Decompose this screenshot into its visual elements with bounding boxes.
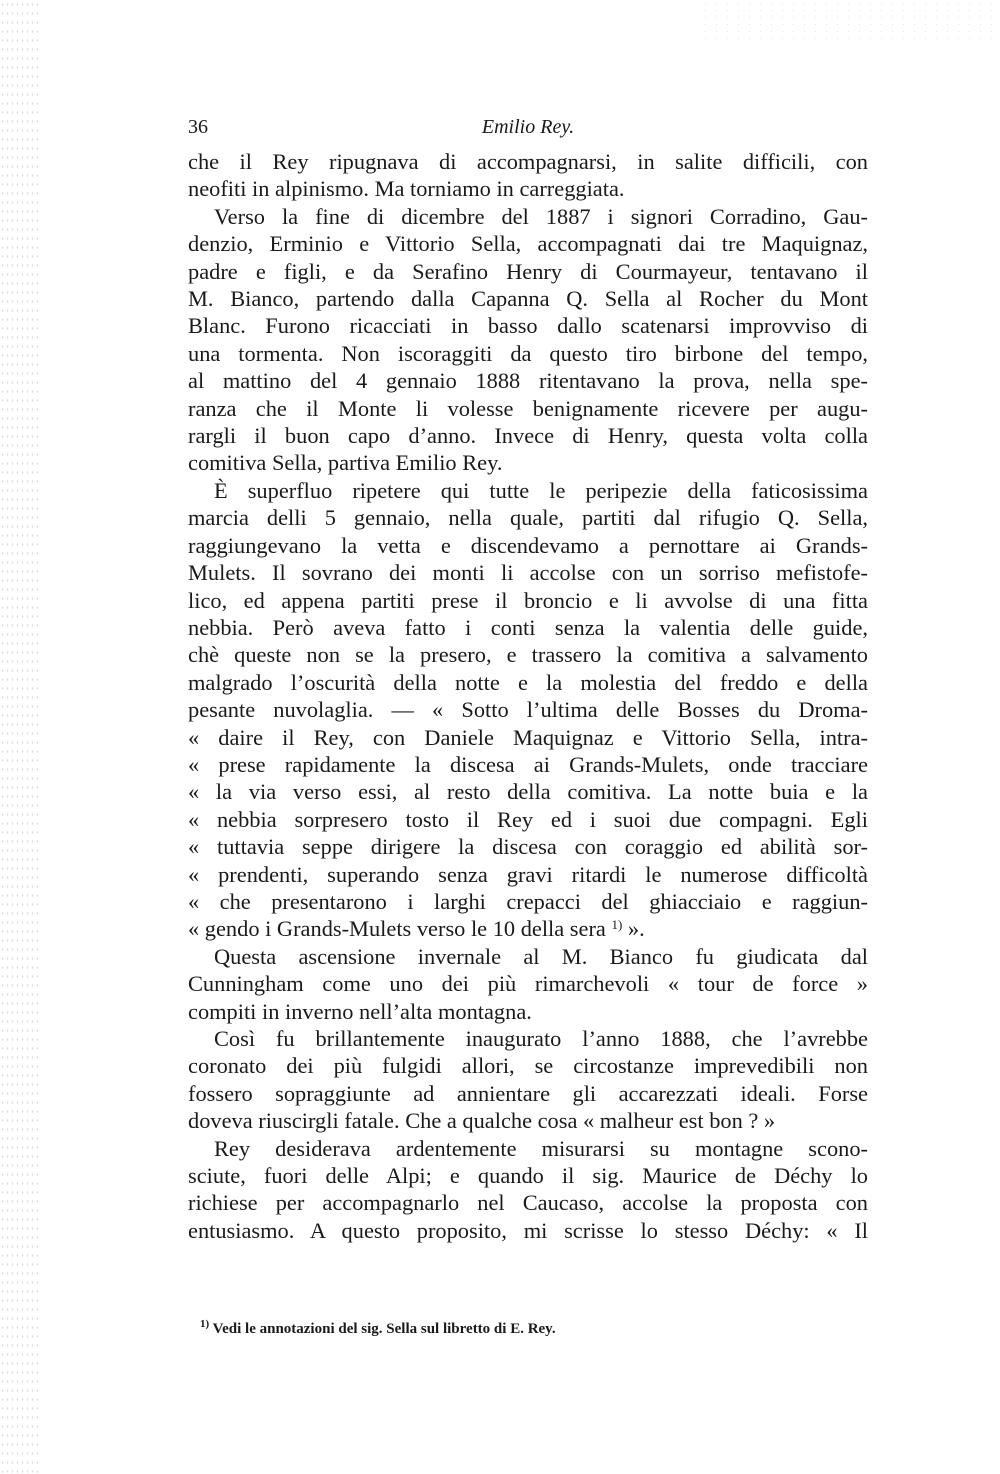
text-line: denzio, Erminio e Vittorio Sella, accompagnati dai tre Maquignaz, [188,231,868,257]
text-line: « che presentarono i larghi crepacci del ghiacciaio e raggiun- [188,888,868,914]
footnote-text: Vedi le annotazioni del sig. Sella sul libretto di E. Rey. [209,1321,556,1337]
text-line: fossero sopraggiunte ad annientare gli accarezzati ideali. Forse [188,1080,868,1106]
text-line: doveva riuscirgli fatale. Che a qualche cosa « malheur est bon ? » [188,1108,776,1134]
text-line: nebbia. Però aveva fatto i conti senza la valentia delle guide, [188,614,868,640]
text-line: pesante nuvolaglia. — « Sotto l’ultima delle Bosses du Droma- [188,697,868,723]
text-line: marcia delli 5 gennaio, nella quale, partiti dal rifugio Q. Sella, [188,505,868,531]
text-line: ranza che il Monte li volesse benignamente ricevere per augu- [188,395,868,421]
text-line: compiti in inverno nell’alta montagna. [188,998,532,1024]
text-line: Cunningham come uno dei più rimarchevoli « tour de force » [188,971,868,997]
body-text [188,148,868,1244]
text-line: una tormenta. Non iscoraggiti da questo tiro birbone del tempo, [188,340,868,366]
text-line: coronato dei più fulgidi allori, se circostanze imprevedibili non [188,1053,868,1079]
running-title: Emilio Rey. [481,116,575,138]
text-line: Così fu brillantemente inaugurato l’anno 1888, che l’avrebbe [214,1026,868,1051]
scan-noise-top [700,0,1000,40]
text-line: « daire il Rey, con Daniele Maquignaz e Vittorio Sella, intra- [188,724,868,750]
page-number: 36 [188,116,208,138]
text-line: « prendenti, superando senza gravi ritardi le numerose difficoltà [188,861,868,887]
text-line: « la via verso essi, al resto della comitiva. La notte buia e la [188,779,868,805]
text-line: lico, ed appena partiti prese il broncio e li avvolse di una fitta [188,587,868,613]
text-line: « nebbia sorpresero tosto il Rey ed i suoi due compagni. Egli [188,806,868,832]
page-header [188,116,868,142]
text-line: entusiasmo. A questo proposito, mi scrisse lo stesso Déchy: « Il [188,1217,868,1243]
text-line-with-note [188,915,868,942]
text-line: neofiti in alpinismo. Ma torniamo in carreggiata. [188,176,625,202]
text-line: padre e figli, e da Serafino Henry di Courmayeur, tentavano il [188,258,868,284]
text-line: Questa ascensione invernale al M. Bianco fu giudicata dal [214,943,868,969]
text-line: « prese rapidamente la discesa ai Grands-Mulets, onde tracciare [188,751,868,777]
text-line: chè queste non se la presero, e trassero la comitiva a salvamento [188,642,868,668]
footnote-reference: 1) [611,917,623,933]
text-line: Blanc. Furono ricacciati in basso dallo scatenarsi improvviso di [188,313,868,339]
footnote [200,1318,556,1338]
text-line: comitiva Sella, partiva Emilio Rey. [188,450,503,476]
text-line: al mattino del 4 gennaio 1888 ritentavano la prova, nella spe- [188,368,868,394]
quote-closing: ». [622,916,645,942]
text-line: raggiungevano la vetta e discendevamo a pernottare ai Grands- [188,532,868,558]
footnote-marker: 1) [200,1318,210,1330]
text-line: Verso la fine di dicembre del 1887 i signori Corradino, Gau- [214,203,868,229]
text-line: malgrado l’oscurità della notte e la molestia del freddo e della [188,669,868,695]
text-line: È superfluo ripetere qui tutte le peripezie della faticosissima [214,477,868,503]
text-line: Mulets. Il sovrano dei monti li accolse con un sorriso mefistofe- [188,560,868,586]
text-line: M. Bianco, partendo dalla Capanna Q. Sella al Rocher du Mont [188,286,868,312]
text-line: che il Rey ripugnava di accompagnarsi, in salite difficili, con [188,149,868,174]
text-line: « tuttavia seppe dirigere la discesa con coraggio ed abilità sor- [188,834,868,860]
text-line: « gendo i Grands-Mulets verso le 10 della sera [188,916,606,942]
scan-noise-left [0,0,40,1474]
text-line: Rey desiderava ardentemente misurarsi su montagne scono- [214,1135,868,1161]
text-line: sciute, fuori delle Alpi; e quando il sig. Maurice de Déchy lo [188,1163,868,1189]
text-line: rargli il buon capo d’anno. Invece di Henry, questa volta colla [188,423,868,449]
text-line: richiese per accompagnarlo nel Caucaso, accolse la proposta con [188,1190,868,1216]
